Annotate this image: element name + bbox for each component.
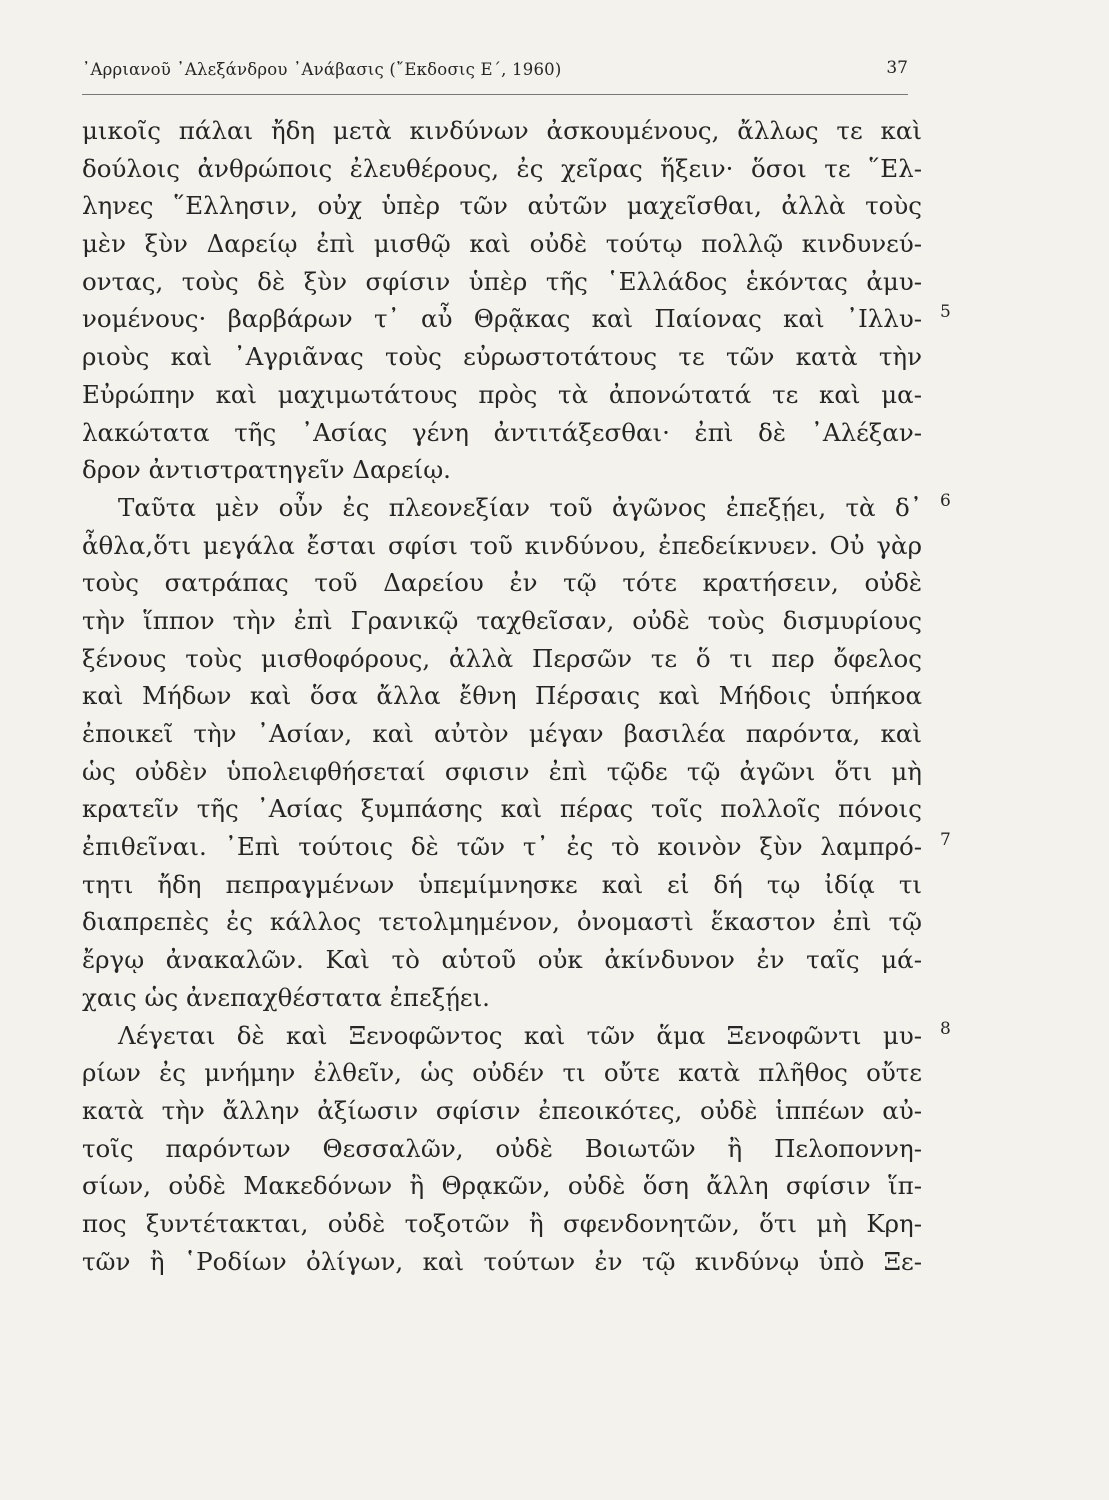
text-line (82, 640, 952, 678)
line-text: μὲν ξὺν Δαρείῳ ἐπὶ μισθῷ καὶ οὐδὲ τούτῳ πολλῷ κινδυνεύ- (82, 229, 922, 259)
line-text: ξένους τοὺς μισθοφόρους, ἀλλὰ Περσῶν τε ὅ τι περ ὄφελος (82, 643, 922, 673)
line-text: οντας, τοὺς δὲ ξὺν σφίσιν ὑπὲρ τῆς ῾Ελλάδος ἑκόντας ἀμυ- (82, 266, 922, 296)
line-text: πος ξυντέτακται, οὐδὲ τοξοτῶν ἢ σφενδονητῶν, ὅτι μὴ Κρη- (82, 1208, 922, 1238)
line-text: σίων, οὐδὲ Μακεδόνων ἢ Θρᾳκῶν, οὐδὲ ὅση ἄλλη σφίσιν ἵπ- (82, 1171, 922, 1201)
line-text: τὴν ἵππον τὴν ἐπὶ Γρανικῷ ταχθεῖσαν, οὐδὲ τοὺς δισμυρίους (82, 605, 922, 635)
line-text: νομένους· βαρβάρων τ᾿ αὖ Θρᾷκας καὶ Παίονας καὶ ᾿Ιλλυ- (82, 304, 922, 334)
text-line (82, 150, 952, 188)
line-text: δούλοις ἀνθρώποις ἐλευθέρους, ἐς χεῖρας ἥξειν· ὅσοι τε ῞Ελ- (82, 153, 922, 183)
section-number: 6 (940, 490, 951, 511)
text-line (82, 564, 952, 602)
line-text: Λέγεται δὲ καὶ Ξενοφῶντος καὶ τῶν ἅμα Ξενοφῶντι μυ- (118, 1020, 922, 1050)
page-number: 37 (886, 58, 908, 78)
text-line (82, 1243, 952, 1281)
line-text: ριοὺς καὶ ᾿Αγριᾶνας τοὺς εὐρωστοτάτους τε τῶν κατὰ τὴν (82, 342, 922, 372)
text-line (82, 263, 952, 301)
text-line (82, 451, 952, 489)
text-line (82, 979, 952, 1017)
text-line (82, 112, 952, 150)
line-text: Εὐρώπην καὶ μαχιμωτάτους πρὸς τὰ ἀπονώτατά τε καὶ μα- (82, 379, 922, 409)
text-line (82, 527, 952, 565)
text-line (82, 715, 952, 753)
line-text: ἆθλα,ὅτι μεγάλα ἔσται σφίσι τοῦ κινδύνου, ἐπεδείκνυεν. Οὐ γὰρ (82, 530, 922, 560)
line-text: Ταῦτα μὲν οὖν ἐς πλεονεξίαν τοῦ ἀγῶνος ἐπεξῄει, τὰ δ᾿ (118, 492, 922, 522)
text-line (82, 903, 952, 941)
line-text: τητι ἤδη πεπραγμένων ὑπεμίμνησκε καὶ εἰ δή τῳ ἰδίᾳ τι (82, 869, 922, 899)
line-text: τοὺς σατράπας τοῦ Δαρείου ἐν τῷ τότε κρατήσειν, οὐδὲ (82, 568, 922, 598)
line-text: ληνες ῞Ελλησιν, οὐχ ὑπὲρ τῶν αὐτῶν μαχεῖσθαι, ἀλλὰ τοὺς (82, 191, 922, 221)
text-line (82, 941, 952, 979)
text-line (82, 828, 952, 866)
line-text: μικοῖς πάλαι ἤδη μετὰ κινδύνων ἀσκουμένους, ἄλλως τε καὶ (82, 116, 922, 145)
text-line (82, 1167, 952, 1205)
text-line (82, 790, 952, 828)
line-text: καὶ Μήδων καὶ ὅσα ἄλλα ἔθνη Πέρσαις καὶ Μήδοις ὑπήκοα (82, 681, 922, 711)
text-line (82, 1092, 952, 1130)
line-text: λακώτατα τῆς ᾿Ασίας γένη ἀντιτάξεσθαι· ἐπὶ δὲ ᾿Αλέξαν- (82, 417, 922, 447)
header-rule (82, 94, 908, 95)
line-text: κρατεῖν τῆς ᾿Ασίας ξυμπάσης καὶ πέρας τοῖς πολλοῖς πόνοις (82, 794, 922, 824)
line-text: κατὰ τὴν ἄλλην ἀξίωσιν σφίσιν ἐπεοικότες, οὐδὲ ἱππέων αὐ- (82, 1095, 922, 1125)
line-text: ἐπιθεῖναι. ᾿Επὶ τούτοις δὲ τῶν τ᾿ ἐς τὸ κοινὸν ξὺν λαμπρό- (82, 832, 922, 862)
running-head-title: ᾿Αρριανοῦ ᾿Αλεξάνδρου ᾿Ανάβασις (῎Εκδοσις Ε΄, 1960) (82, 60, 562, 79)
text-line (82, 187, 952, 225)
text-line (82, 866, 952, 904)
line-text: χαις ὡς ἀνεπαχθέστατα ἐπεξῄει. (82, 982, 490, 1012)
text-line (82, 338, 952, 376)
text-line (82, 1054, 952, 1092)
text-line (82, 300, 952, 338)
section-number: 5 (940, 302, 951, 323)
text-line (82, 753, 952, 791)
line-text: τοῖς παρόντων Θεσσαλῶν, οὐδὲ Βοιωτῶν ἢ Πελοποννη- (82, 1133, 922, 1163)
text-line (82, 1130, 952, 1168)
section-number: 8 (940, 1018, 951, 1039)
text-line (82, 489, 952, 527)
line-text: ρίων ἐς μνήμην ἐλθεῖν, ὡς οὐδέν τι οὔτε κατὰ πλῆθος οὔτε (82, 1058, 922, 1088)
section-number: 7 (940, 830, 951, 851)
text-line (82, 414, 952, 452)
line-text: δρον ἀντιστρατηγεῖν Δαρείῳ. (82, 455, 451, 485)
line-text: τῶν ἢ ῾Ροδίων ὀλίγων, καὶ τούτων ἐν τῷ κινδύνῳ ὑπὸ Ξε- (82, 1246, 922, 1276)
text-line (82, 1205, 952, 1243)
text-line (82, 376, 952, 414)
line-text: ὡς οὐδὲν ὑπολειφθήσεταί σφισιν ἐπὶ τῷδε τῷ ἀγῶνι ὅτι μὴ (82, 756, 922, 786)
body-text (82, 112, 952, 1280)
text-line (82, 602, 952, 640)
running-header (82, 60, 908, 88)
text-line (82, 677, 952, 715)
line-text: ἐποικεῖ τὴν ᾿Ασίαν, καὶ αὐτὸν μέγαν βασιλέα παρόντα, καὶ (82, 719, 922, 748)
text-line (82, 1017, 952, 1055)
line-text: διαπρεπὲς ἐς κάλλος τετολμημένον, ὀνομαστὶ ἕκαστον ἐπὶ τῷ (82, 907, 922, 937)
line-text: ἔργῳ ἀνακαλῶν. Καὶ τὸ αὑτοῦ οὐκ ἀκίνδυνον ἐν ταῖς μά- (82, 945, 922, 975)
text-line (82, 225, 952, 263)
